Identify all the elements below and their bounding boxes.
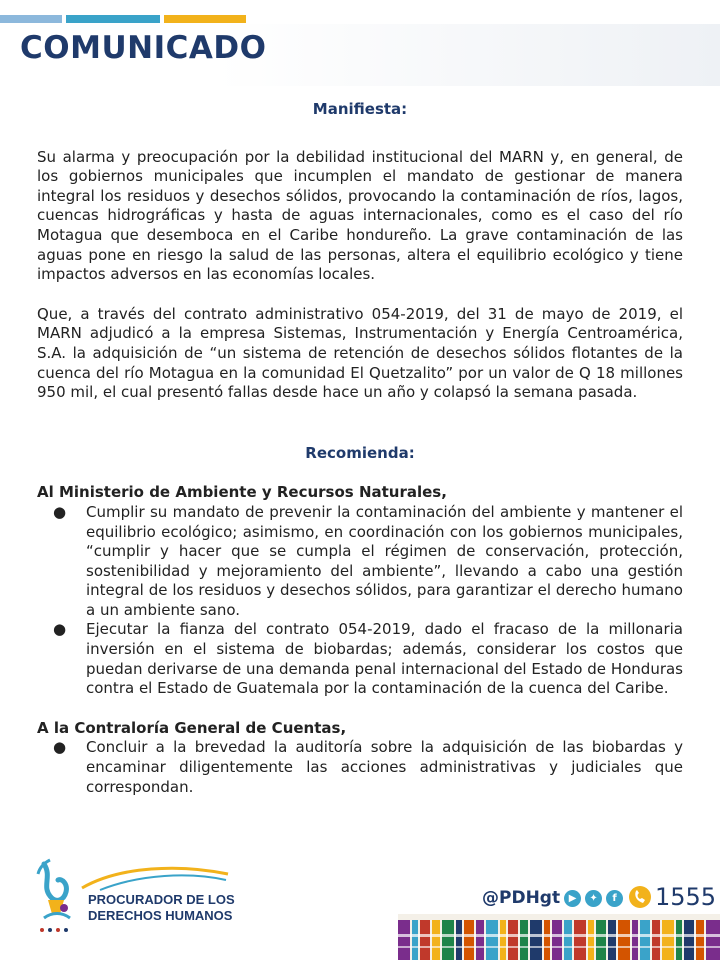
manifiesta-paragraph-1: Su alarma y preocupación por la debilidad institucional del MARN y, en general, de los gobiernos municipales que incumplen el mandato de gestionar de manera integral los residuos y desechos sólidos, provocando la contaminación de ríos, lagos, cuencas hidrográficas y hasta de aguas internacionales, como es el caso del río Motagua que desemboca en el Caribe hondureño. La grave contaminación de las aguas pone en riesgo la salud de las personas, altera el equilibrio ecológico y tiene impactos adversos en las economías locales. xyxy=(37,147,683,284)
manifiesta-paragraph-2: Que, a través del contrato administrativo 054-2019, del 31 de mayo de 2019, el MARN adjudicó a la empresa Sistemas, Instrumentación y Energía Centroamérica, S.A. la adquisición de “un sistema de retención de desechos sólidos flotantes de la cuenca del río Motagua en la comunidad El Quetzalito” por un valor de Q 18 millones 950 mil, el cual presentó fallas desde hace un año y colapsó la semana pasada. xyxy=(37,304,683,402)
phone-number-text: 1555 xyxy=(655,883,717,911)
addressee-contraloria: A la Contraloría General de Cuentas, xyxy=(37,718,347,737)
social-handle[interactable]: @PDHgt xyxy=(482,888,561,908)
social-links xyxy=(482,888,623,908)
footer xyxy=(0,850,720,960)
list-item-text: Concluir a la brevedad la auditoría sobre la adquisición de las biobardas y encaminar diligentemente las acciones administrativas y judiciales que correspondan. xyxy=(86,738,683,796)
header-band xyxy=(0,24,720,86)
page-title: COMUNICADO xyxy=(20,30,267,66)
document-body xyxy=(37,100,683,797)
list-item-text: Cumplir su mandato de prevenir la contaminación del ambiente y mantener el equilibrio ecológico; asimismo, en coordinación con los gobiernos municipales, “cumplir y hacer que se cumpla el régimen de conservación, protección, sostenibilidad y mejoramiento del ambiente”, llevando a cabo una gestión integral de los residuos y desechos sólidos, para garantizar el derecho humano a un ambiente sano. xyxy=(86,502,683,619)
list-item xyxy=(37,620,683,698)
bullet-icon: ● xyxy=(53,620,67,639)
phone-number xyxy=(628,883,716,911)
bar-gold xyxy=(164,15,246,23)
logo-text-line-2: DERECHOS HUMANOS xyxy=(88,908,233,923)
recomienda-heading: Recomienda: xyxy=(305,443,415,462)
bullet-icon: ● xyxy=(53,738,67,757)
list-item xyxy=(37,738,683,797)
bullet-icon: ● xyxy=(53,502,67,521)
logo-text-line-1: PROCURADOR DE LOS xyxy=(88,892,235,907)
logo-arc-decoration xyxy=(80,862,230,892)
bar-teal xyxy=(66,15,160,23)
list-item-text: Ejecutar la fianza del contrato 054-2019, dado el fracaso de la millonaria inversión en el sistema de biobardas; además, considerar los costos que puedan derivarse de una demanda penal internacional del Estado de Honduras contra el Estado de Guatemala por la contaminación de la cuenca del Caribe. xyxy=(86,620,683,698)
manifiesta-heading: Manifiesta: xyxy=(312,100,408,118)
twitter-icon[interactable]: ✦ xyxy=(585,890,602,907)
phone-icon xyxy=(628,885,652,909)
facebook-icon[interactable]: f xyxy=(606,890,623,907)
top-color-bars xyxy=(0,15,246,23)
list-item xyxy=(37,503,683,621)
youtube-icon[interactable]: ▶ xyxy=(564,890,581,907)
textile-pattern-decoration xyxy=(398,914,720,960)
recommendation-list-contraloria xyxy=(37,738,683,797)
pdh-logo xyxy=(34,856,235,936)
bar-blue-light xyxy=(0,15,62,23)
addressee-marn: Al Ministerio de Ambiente y Recursos Naturales, xyxy=(37,483,447,502)
quetzal-emblem-icon xyxy=(34,856,80,934)
recommendation-list-marn xyxy=(37,503,683,699)
